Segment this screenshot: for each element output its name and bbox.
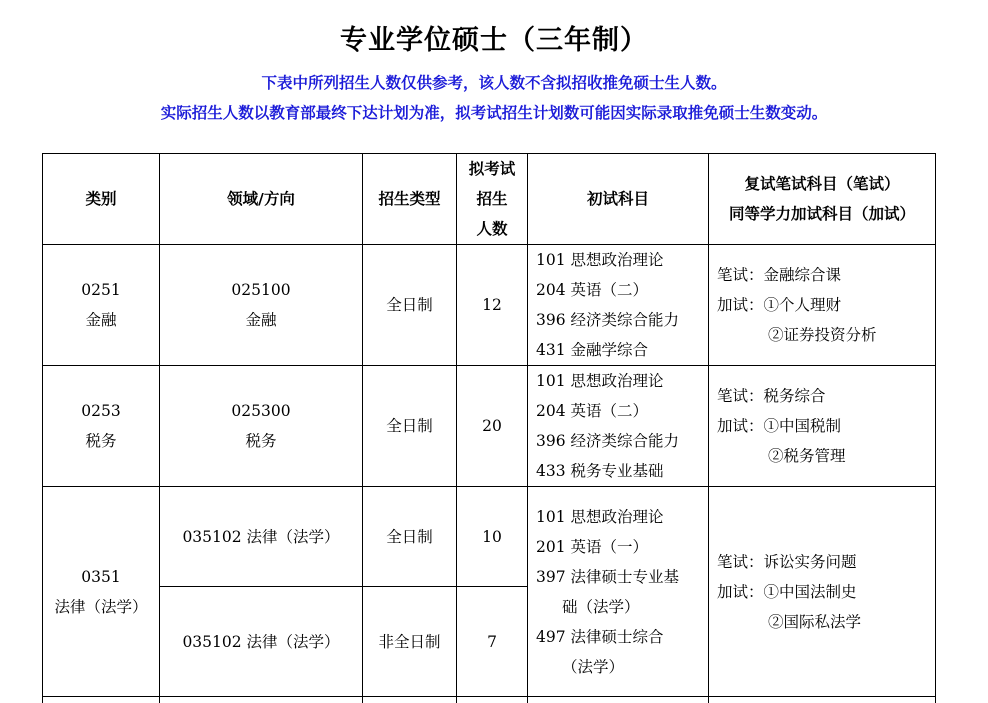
count-cell: 7 <box>457 587 528 697</box>
subject-item: 础（法学） <box>536 592 708 622</box>
subject-item: 101 思想政治理论 <box>536 245 708 275</box>
field-cell: 035102 法律（法学） <box>160 587 363 697</box>
subjects-cell <box>528 245 709 366</box>
category-code: 0251 <box>43 275 159 305</box>
header-subjects: 初试科目 <box>528 154 709 245</box>
field-name: 税务 <box>160 426 362 456</box>
retest-add-1: 加试：①中国法制史 <box>717 577 935 607</box>
category-cell <box>43 245 160 366</box>
header-type: 招生类型 <box>363 154 457 245</box>
subject-item: 396 经济类综合能力 <box>536 426 708 456</box>
table-row-law-fulltime <box>43 487 936 587</box>
field-cell <box>160 366 363 487</box>
table-row-finance <box>43 245 936 366</box>
retest-add-2: ②税务管理 <box>717 441 935 471</box>
subject-item: 101 思想政治理论 <box>536 502 708 532</box>
type-cell: 全日制 <box>363 245 457 366</box>
header-count-line-2: 招生 <box>457 184 527 214</box>
subject-item: 397 法律硕士专业基 <box>536 562 708 592</box>
count-cell: 12 <box>457 245 528 366</box>
subject-item: 101 思想政治理论 <box>536 366 708 396</box>
count-cell: 20 <box>457 366 528 487</box>
header-retest-line-2: 同等学力加试科目（加试） <box>709 199 935 229</box>
field-cell: 035102 法律（法学） <box>160 487 363 587</box>
field-cell <box>160 245 363 366</box>
retest-add-1: 加试：①中国税制 <box>717 411 935 441</box>
retest-cell <box>709 487 936 697</box>
notice-line-1: 下表中所列招生人数仅供参考，该人数不含拟招收推免硕士生人数。 <box>0 71 988 93</box>
subject-item: 204 英语（二） <box>536 396 708 426</box>
retest-written: 笔试：税务综合 <box>717 381 935 411</box>
header-category: 类别 <box>43 154 160 245</box>
header-count-line-3: 人数 <box>457 214 527 244</box>
count-cell: 10 <box>457 487 528 587</box>
header-retest <box>709 154 936 245</box>
subject-item: （法学） <box>536 652 708 682</box>
subject-item: 201 英语（一） <box>536 532 708 562</box>
category-code: 0351 <box>43 562 159 592</box>
category-name: 法律（法学） <box>43 592 159 622</box>
subject-item: 204 英语（二） <box>536 275 708 305</box>
category-name: 税务 <box>43 426 159 456</box>
subjects-cell <box>528 366 709 487</box>
table-row-tax <box>43 366 936 487</box>
retest-add-2: ②证券投资分析 <box>717 320 935 350</box>
subject-item: 433 税务专业基础 <box>536 456 708 486</box>
subject-item: 497 法律硕士综合 <box>536 622 708 652</box>
subject-item: 396 经济类综合能力 <box>536 305 708 335</box>
subjects-cell <box>528 487 709 697</box>
category-code: 0253 <box>43 396 159 426</box>
notice-line-2: 实际招生人数以教育部最终下达计划为准，拟考试招生计划数可能因实际录取推免硕士生数变动。 <box>0 101 988 123</box>
header-retest-line-1: 复试笔试科目（笔试） <box>709 169 935 199</box>
field-code: 025100 <box>160 275 362 305</box>
admissions-table <box>42 153 936 703</box>
retest-written: 笔试：诉讼实务问题 <box>717 547 935 577</box>
type-cell: 全日制 <box>363 366 457 487</box>
page-title: 专业学位硕士（三年制） <box>0 18 988 57</box>
field-name: 金融 <box>160 305 362 335</box>
retest-add-1: 加试：①个人理财 <box>717 290 935 320</box>
retest-cell <box>709 245 936 366</box>
type-cell: 非全日制 <box>363 587 457 697</box>
subject-item: 431 金融学综合 <box>536 335 708 365</box>
field-code: 025300 <box>160 396 362 426</box>
header-field: 领域/方向 <box>160 154 363 245</box>
type-cell: 全日制 <box>363 487 457 587</box>
header-count-line-1: 拟考试 <box>457 154 527 184</box>
table-header-row <box>43 154 936 245</box>
retest-written: 笔试：金融综合课 <box>717 260 935 290</box>
retest-add-2: ②国际私法学 <box>717 607 935 637</box>
category-name: 金融 <box>43 305 159 335</box>
header-count <box>457 154 528 245</box>
table-row-continued <box>43 697 936 703</box>
category-cell <box>43 366 160 487</box>
retest-cell <box>709 366 936 487</box>
category-cell <box>43 487 160 697</box>
